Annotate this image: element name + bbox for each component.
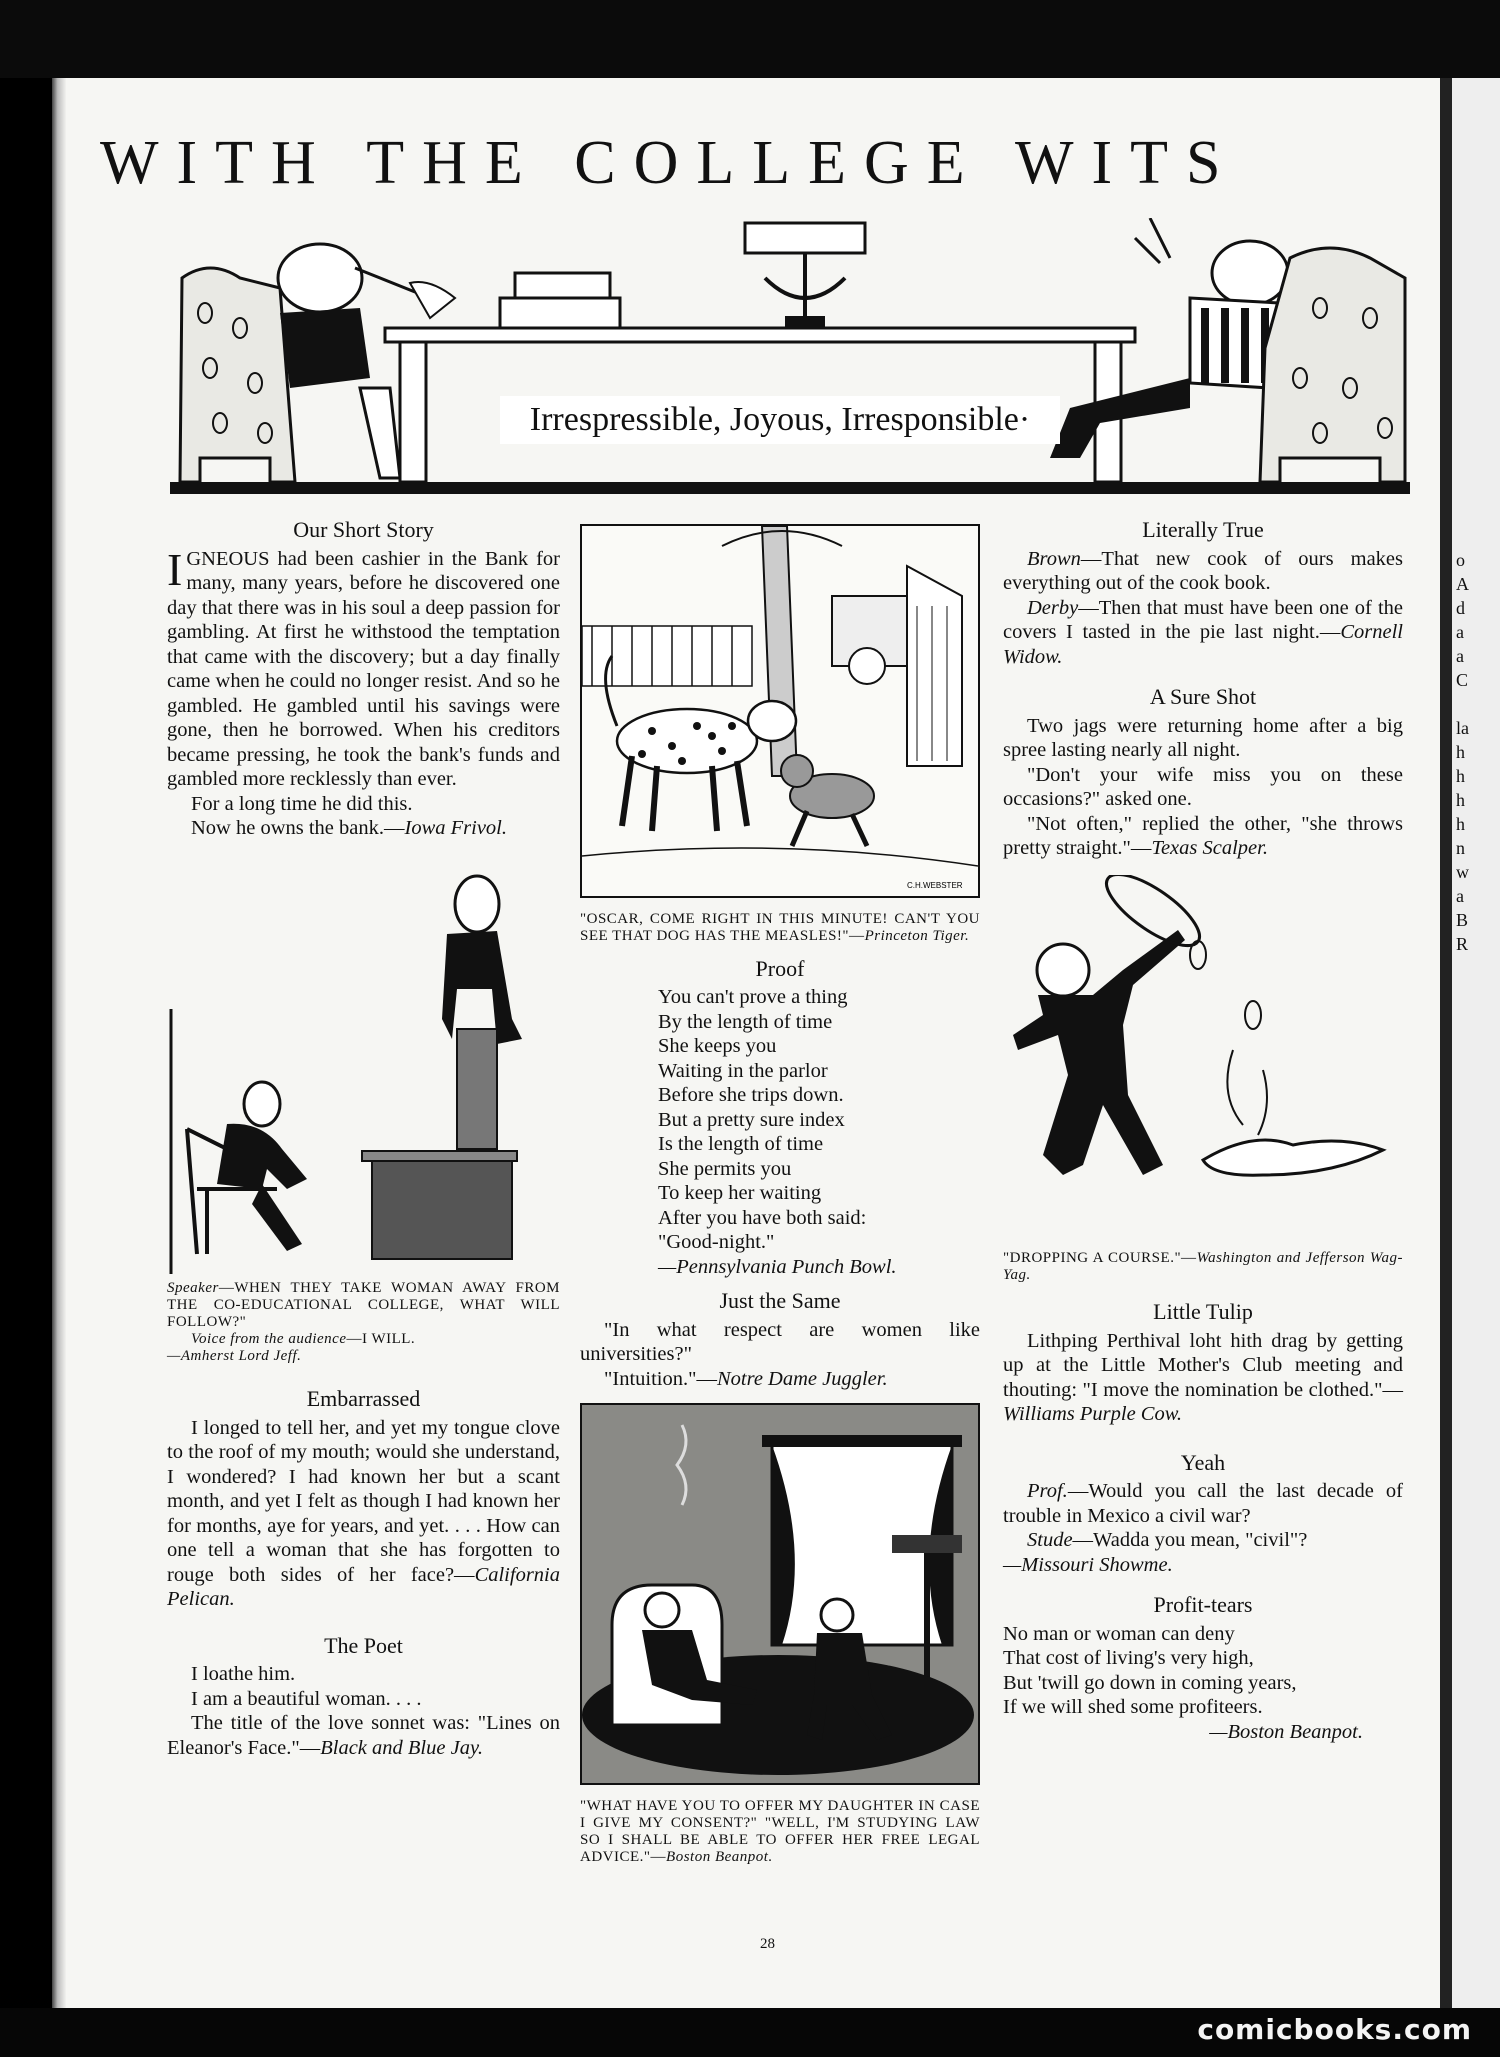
- story-heading: Little Tulip: [1153, 1299, 1253, 1324]
- poem-heading: Profit-tears: [1153, 1592, 1253, 1617]
- drop-cap: I: [167, 543, 183, 595]
- poem-line: She permits you: [658, 1157, 792, 1180]
- dialogue-line: [1003, 1479, 1403, 1528]
- poem-line: That cost of living's very high,: [1003, 1647, 1254, 1669]
- caption-text: —WHEN THEY TAKE WOMAN AWAY FROM THE CO-EDUCATIONAL COLLEGE, WHAT WILL FOLLOW?": [167, 1280, 560, 1330]
- poem-line: Before she trips down.: [658, 1084, 844, 1106]
- cartoon-caption: [580, 1798, 980, 1866]
- dialogue-line: [1003, 596, 1403, 670]
- poem-line: If we will shed some profiteers.: [1003, 1696, 1263, 1718]
- story-line: [167, 816, 560, 841]
- story-body: [1003, 1329, 1403, 1427]
- cartoon-legal-advice: [580, 1403, 980, 1785]
- story-heading: Yeah: [1180, 1449, 1226, 1475]
- cartoon-caption: [580, 911, 980, 945]
- source-credit: —Missouri Showme.: [1003, 1553, 1173, 1576]
- source-credit: Texas Scalper.: [1151, 837, 1268, 859]
- fragment: B: [1456, 910, 1469, 930]
- source-credit: Notre Dame Juggler.: [716, 1367, 888, 1390]
- fragment: a: [1456, 622, 1464, 642]
- artist-signature: C.H.WEBSTER: [907, 881, 963, 890]
- fragment: h: [1456, 742, 1465, 762]
- cartoon-dog-measles: [580, 524, 980, 898]
- cartoon-coeducation: [167, 859, 560, 1274]
- page-gutter: [52, 78, 66, 2008]
- story-text: "Not often," replied the other, "she throws pretty straight."—: [1003, 812, 1403, 859]
- cartoon-caption: [167, 1280, 560, 1331]
- column-1: [167, 518, 560, 1760]
- fragment: n: [1456, 838, 1465, 858]
- source-credit: Boston Beanpot.: [666, 1848, 773, 1865]
- fragment: R: [1456, 934, 1469, 954]
- caption-text: "DROPPING A COURSE."—: [1003, 1250, 1197, 1266]
- fragment: h: [1456, 790, 1465, 810]
- source-credit: —Pennsylvania Punch Bowl.: [658, 1255, 897, 1278]
- poem-line: You can't prove a thing: [658, 986, 848, 1008]
- binding-spine: [1440, 78, 1452, 2008]
- story-line: I loathe him.: [191, 1663, 296, 1685]
- cartoon-caption: [1003, 1250, 1403, 1284]
- poem-line: But a pretty sure index: [658, 1108, 845, 1131]
- banner-illustration: [170, 218, 1410, 496]
- poem-line: By the length of time: [658, 1010, 833, 1033]
- page-number: 28: [760, 1936, 775, 1952]
- poem-line: Is the length of time: [658, 1133, 824, 1155]
- poem-line: "Good-night.": [658, 1231, 775, 1253]
- fragment: la: [1456, 718, 1469, 738]
- poem-line: No man or woman can deny: [1003, 1622, 1235, 1645]
- caption-text: "WHAT HAVE YOU TO OFFER MY DAUGHTER IN CASE I GIVE MY CONSENT?" "WELL, I'M STUDYING LAW SO I SHALL BE ABLE TO OFFER HER FREE LEGAL ADVICE."—: [580, 1797, 980, 1865]
- story-line: [167, 1711, 560, 1760]
- poem-line: She keeps you: [658, 1035, 777, 1057]
- story-text: Lithping Perthival loht hith drag by getting up at the Little Mother's Club meeting and thouting: "I move the nomination be clothed."—: [1003, 1329, 1403, 1401]
- poem-profit-tears: [1003, 1622, 1403, 1745]
- dialogue-text: —That new cook of ours makes everything out of the cook book.: [1003, 547, 1403, 594]
- source-credit: California Pelican.: [167, 1563, 560, 1610]
- story-line: [580, 1367, 980, 1392]
- story-line: "In what respect are women like universities?": [580, 1318, 980, 1365]
- source-credit: Washington and Jefferson Wag-Yag.: [1003, 1250, 1403, 1283]
- story-heading: Our Short Story: [293, 517, 434, 542]
- story-heading: Just the Same: [719, 1288, 841, 1313]
- column-3: [1003, 518, 1403, 1744]
- column-2: [580, 518, 980, 1866]
- cartoon-dropping-course: [1003, 875, 1403, 1240]
- speaker-label: Speaker: [167, 1280, 219, 1296]
- fragment: A: [1456, 574, 1469, 594]
- fragment: C: [1456, 670, 1469, 690]
- dialogue-text: —Wadda you mean, "civil"?: [1072, 1529, 1308, 1551]
- next-page-edge: [1452, 78, 1500, 2008]
- story-heading: Embarrassed: [306, 1386, 421, 1411]
- speaker-label: Prof.: [1027, 1480, 1068, 1502]
- fragment: a: [1456, 886, 1464, 906]
- speaker-label: Stude: [1027, 1529, 1073, 1551]
- fragment: w: [1456, 862, 1469, 882]
- source-credit: Black and Blue Jay.: [320, 1736, 484, 1759]
- caption-text: —I WILL.: [346, 1331, 416, 1347]
- speaker-label: Voice from the audience: [191, 1331, 347, 1347]
- source-credit: Princeton Tiger.: [864, 927, 970, 944]
- page-title: WITH THE COLLEGE WITS: [100, 129, 1239, 197]
- dialogue-line: [1003, 547, 1403, 596]
- fragment: h: [1456, 814, 1465, 834]
- cartoon-caption: [167, 1331, 560, 1348]
- poem-proof: [580, 985, 980, 1279]
- watermark: comicbooks.com: [1197, 2013, 1472, 2046]
- source-credit: Williams Purple Cow.: [1003, 1403, 1183, 1425]
- fragment: d: [1456, 598, 1465, 618]
- story-text: I longed to tell her, and yet my tongue clove to the roof of my mouth; would she understand, I wondered? I had known her but a scant month, and yet I felt as though I had known her for months, aye for years, and yet. . . . How can one tell a woman that she has forgotten to rouge both sides of her face?—: [167, 1416, 560, 1586]
- story-text: "Intuition."—: [604, 1367, 717, 1390]
- dialogue-text: —Then that must have been one of the covers I tasted in the pie last night.—: [1003, 596, 1403, 643]
- story-line: I am a beautiful woman. . . .: [191, 1687, 422, 1710]
- caption-text: "OSCAR, COME RIGHT IN THIS MINUTE! CAN'T YOU SEE THAT DOG HAS THE MEASLES!"—: [580, 910, 980, 944]
- speaker-label: Brown: [1027, 547, 1081, 570]
- story-body: GNEOUS had been cashier in the Bank for many, many years, before he discovered one day that there was in his soul a deep passion for gambling. At first he withstood the temptation that came with the discovery; but a day finally came when he could no longer resist. And so he gambled. He gambled until his savings were gone, then he borrowed. When his creditors became pressing, he took the bank's funds and gambled more recklessly than ever.: [167, 547, 560, 790]
- dialogue-text: —Would you call the last decade of trouble in Mexico a civil war?: [1003, 1480, 1403, 1527]
- story-line: Two jags were returning home after a big spree lasting nearly all night.: [1003, 714, 1403, 761]
- story-text: The title of the love sonnet was: "Lines on Eleanor's Face."—: [167, 1712, 560, 1759]
- story-line: [1003, 812, 1403, 861]
- poem-line: Waiting in the parlor: [658, 1059, 828, 1082]
- page-subtitle: Irrespressible, Joyous, Irresponsible·: [500, 396, 1060, 444]
- story-body: [167, 1416, 560, 1612]
- story-heading: The Poet: [324, 1632, 403, 1658]
- fragment: h: [1456, 766, 1465, 786]
- poem-line: To keep her waiting: [658, 1182, 822, 1204]
- source-credit: Iowa Frivol.: [404, 817, 508, 839]
- source-credit: —Amherst Lord Jeff.: [167, 1348, 302, 1364]
- poem-line: But 'twill go down in coming years,: [1003, 1671, 1297, 1694]
- story-heading: A Sure Shot: [1149, 684, 1257, 709]
- fragment: a: [1456, 646, 1464, 666]
- dialogue-line: [1003, 1528, 1403, 1553]
- source-credit: Cornell Widow.: [1003, 621, 1403, 668]
- story-line: "Don't your wife miss you on these occasions?" asked one.: [1003, 763, 1403, 810]
- scan-border-top: [0, 0, 1500, 78]
- poem-line: After you have both said:: [658, 1206, 867, 1229]
- story-line: For a long time he did this.: [191, 792, 413, 815]
- poem-heading: Proof: [755, 955, 805, 981]
- story-heading: Literally True: [1142, 517, 1264, 542]
- source-credit: —Boston Beanpot.: [1209, 1720, 1363, 1743]
- story-text: Now he owns the bank.—: [191, 817, 405, 839]
- speaker-label: Derby: [1027, 596, 1079, 619]
- fragment: o: [1456, 550, 1465, 570]
